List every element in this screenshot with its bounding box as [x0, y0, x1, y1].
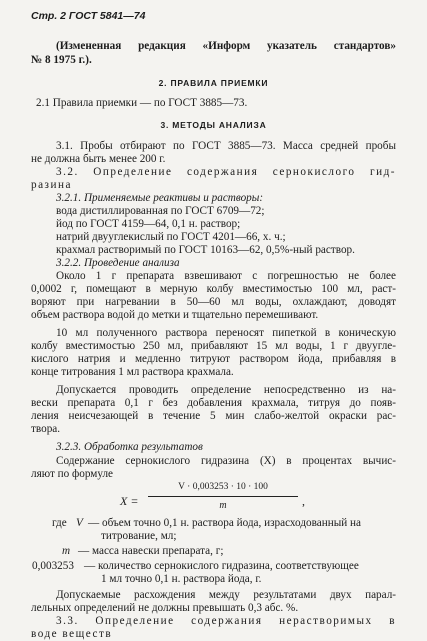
reagent-water: вода дистиллированная по ГОСТ 6709—72;: [56, 205, 265, 217]
section2-item: 2.1 Правила приемки — по ГОСТ 3885—73.: [36, 97, 248, 109]
edition-note-line2: № 8 1975 г.).: [31, 54, 92, 66]
fraction-bar: [148, 496, 298, 497]
analysis-line: воряют при нагревании в 50—60 мл воды, охлаждают, доводят: [31, 296, 396, 308]
def-text: — масса навески препарата, г;: [78, 545, 224, 557]
p321-heading: 3.2.1. Применяемые реактивы и растворы:: [56, 192, 264, 204]
direct-line: ления неисчезающей в течение 5 мин слабо-желтой окраски рас-: [31, 410, 396, 422]
def-symbol: 0,003253: [32, 560, 74, 572]
def-text: — количество сернокислого гидразина, соответствующее: [84, 560, 359, 572]
reagent-iodine: йод по ГОСТ 4159—64, 0,1 н. раствор;: [56, 218, 241, 230]
formula-numerator: V · 0,003253 · 10 · 100: [178, 482, 268, 492]
formula-comma: ,: [302, 494, 305, 508]
where-word: где: [52, 517, 67, 529]
formula: [120, 482, 310, 514]
reagent-starch: крахмал растворимый по ГОСТ 10163—62, 0,5%-ный раствор.: [56, 244, 355, 256]
titration-line: колбу вместимостью 250 мл, прибавляют 15 мл воды, 1 г двууглe-: [31, 340, 396, 352]
def-text: — объем точно 0,1 н. раствора йода, израсходованный на: [88, 517, 361, 529]
p31-line1: 3.1. Пробы отбирают по ГОСТ 3885—73. Масса средней пробы: [56, 140, 396, 152]
section3-title: 3. МЕТОДЫ АНАЛИЗА: [160, 120, 267, 130]
p31-line2: не должна быть менее 200 г.: [31, 153, 166, 165]
p33-line1: 3.3. Определение содержания нерастворимых в: [56, 615, 396, 627]
section2-title: 2. ПРАВИЛА ПРИЕМКИ: [158, 78, 269, 88]
p322-heading: 3.2.2. Проведение анализа: [56, 257, 180, 269]
direct-line: вески препарата 0,1 г без добавления крахмала, титруя до появ-: [31, 397, 396, 409]
formula-lhs: X =: [120, 494, 139, 508]
tolerance-line: лельных определений не должны превышать 0,3 абс. %.: [31, 602, 299, 614]
titration-line: кислого натрия и медленно титруют раствором йода, прибавляя в: [31, 353, 396, 365]
direct-line: Допускается проводить определение непосредственно из на-: [56, 384, 396, 396]
def-symbol: m: [62, 545, 71, 557]
formula-denominator: m: [219, 500, 227, 511]
p323-heading: 3.2.3. Обработка результатов: [56, 441, 203, 453]
calc-line2: ляют по формуле: [31, 468, 113, 480]
def-text: титрование, мл;: [101, 530, 177, 542]
p32-line1: 3.2. Определение содержания сернокислого гид-: [56, 166, 396, 178]
reagent-sodium: натрий двууглекислый по ГОСТ 4201—66, х. ч.;: [56, 231, 286, 243]
analysis-line: 0,0002 г, помещают в мерную колбу вместимостью 100 мл, раст-: [31, 283, 396, 295]
p33-line2: воде веществ: [31, 628, 113, 640]
calc-line1: Содержание сернокислого гидразина (X) в процентах вычис-: [56, 455, 396, 467]
page-header: Стр. 2 ГОСТ 5841—74: [31, 10, 146, 22]
def-text: 1 мл точно 0,1 н. раствора йода, г.: [101, 573, 262, 585]
p32-line2: разина: [31, 179, 72, 191]
edition-note-line1: (Измененная редакция «Информ указатель стандартов»: [56, 40, 396, 52]
direct-line: твора.: [31, 423, 61, 435]
titration-line: конце титрования 1 мл раствора крахмала.: [31, 366, 234, 378]
analysis-line: объем раствора водой до метки и тщательно перемешивают.: [31, 309, 319, 321]
analysis-line: Около 1 г препарата взвешивают с погрешностью не более: [56, 270, 396, 282]
titration-line: 10 мл полученного раствора переносят пипеткой в коническую: [56, 327, 396, 339]
tolerance-line: Допускаемые расхождения между результатами двух парал-: [56, 589, 396, 601]
def-symbol: V: [76, 517, 83, 529]
